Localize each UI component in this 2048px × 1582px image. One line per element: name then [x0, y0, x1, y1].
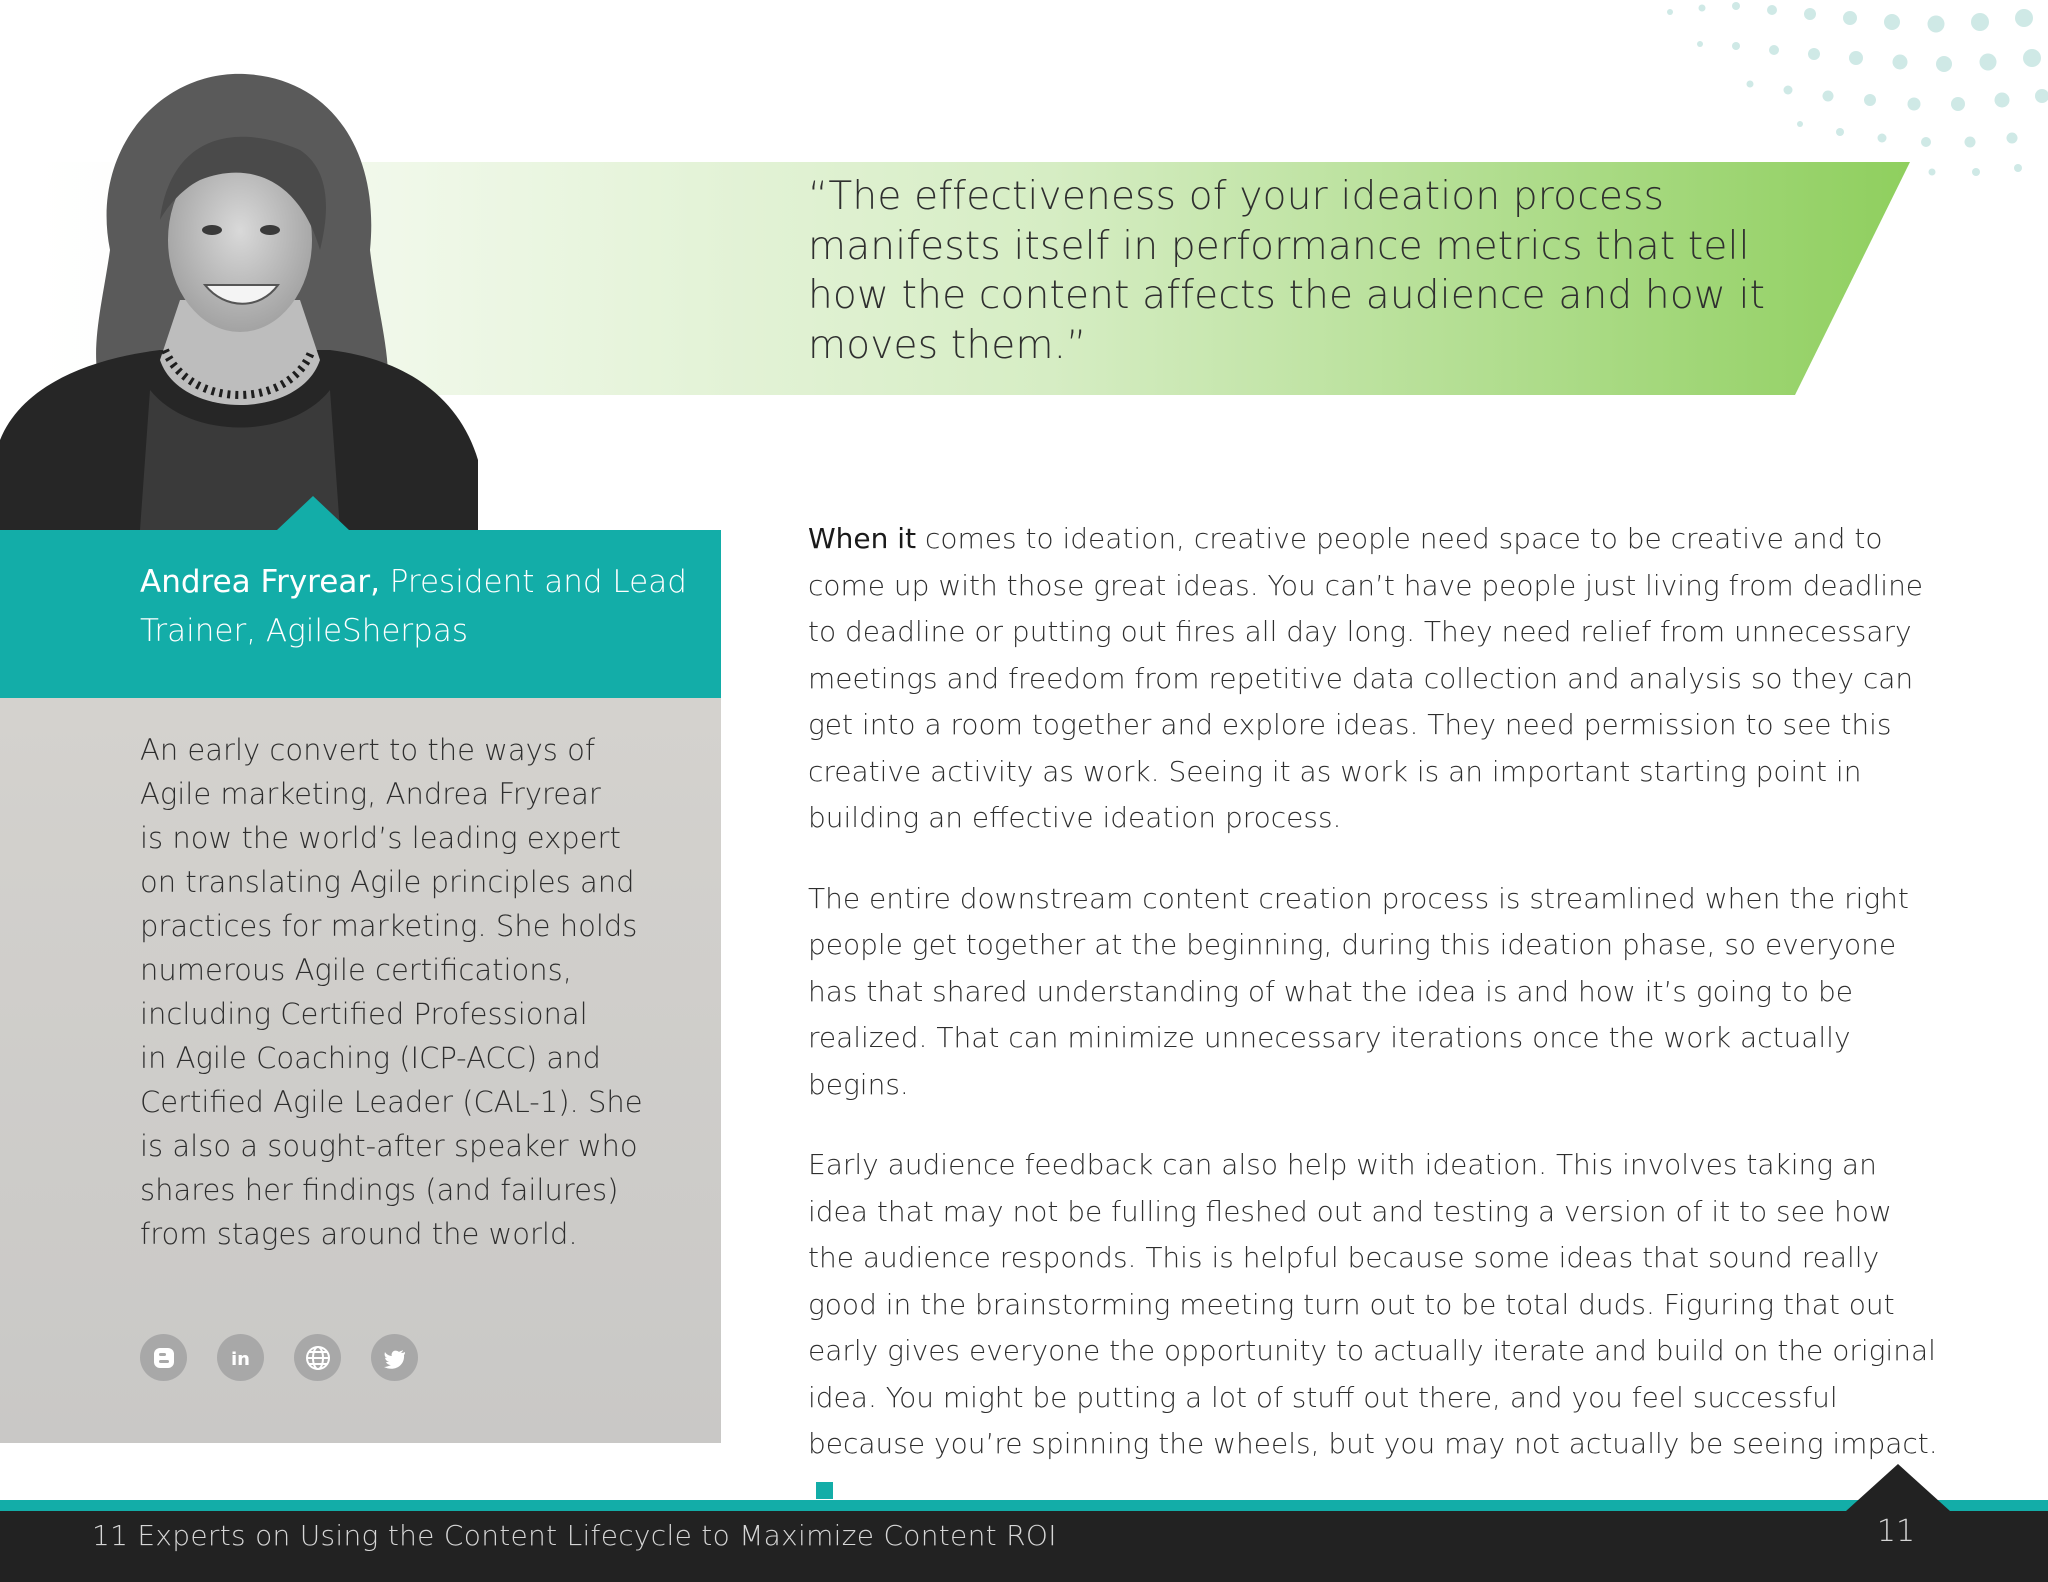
globe-icon[interactable]	[294, 1334, 341, 1381]
social-links	[140, 1334, 418, 1381]
author-name-box	[0, 530, 721, 698]
paragraph-1-text: comes to ideation, creative people need space to be creative and to come up with those great ideas. You can’t have people just living from deadline to deadline or putting out fires all day long. They need relief from unnecessary meetings and freedom from repetitive data collection and analysis so they can get into a room together and explore ideas. They need permission to see this creative activity as work. Seeing it as work is an important starting point in building an effective ideation process.	[808, 522, 1924, 834]
author-portrait	[0, 60, 480, 530]
linkedin-icon[interactable]	[217, 1334, 264, 1381]
page-number: 11	[1876, 1514, 1916, 1549]
twitter-icon[interactable]	[371, 1334, 418, 1381]
pull-quote: “The effectiveness of your ideation process manifests itself in performance metrics that tell how the content affects the audience and how it moves them.”	[808, 174, 1766, 368]
article-body	[808, 516, 1938, 1548]
page-number-tab	[1846, 1464, 1950, 1511]
name-box-pointer	[277, 496, 349, 530]
footer-accent-line	[0, 1500, 2048, 1511]
article-paragraph-2: The entire downstream content creation process is streamlined when the right people get together at the beginning, during this ideation phase, so everyone has that shared understanding of what the idea is and how it’s going to be realized. That can minimize unnecessary iterations once the work actually begins.	[808, 881, 1909, 1101]
footer-document-title: 11 Experts on Using the Content Lifecycle to Maximize Content ROI	[92, 1519, 1057, 1552]
paragraph-3-text: Early audience feedback can also help with ideation. This involves taking an idea that may not be fulling fleshed out and testing a version of it to see how the audience responds. This is helpful because some ideas that sound really good in the brainstorming meeting turn out to be total duds. Figuring that out early gives everyone the opportunity to actually iterate and build on the original idea. You might be putting a lot of stuff out there, and you feel successful because you’re spinning the wheels, but you may not actually be seeing impact.	[808, 1148, 1938, 1460]
blogger-icon[interactable]	[140, 1334, 187, 1381]
article-paragraph-3	[808, 1142, 1938, 1514]
author-name: Andrea Fryrear,	[140, 564, 380, 600]
author-title: President and Lead Trainer, AgileSherpas	[140, 564, 687, 649]
svg-text:in: in	[230, 1348, 250, 1370]
author-bio-box	[0, 698, 721, 1443]
author-bio: An early convert to the ways of Agile marketing, Andrea Fryrear is now the world’s leading expert on translating Agile principles and practices for marketing. She holds numerous Agile certifications, including Certified Professional in Agile Coaching (ICP-ACC) and Certified Agile Leader (CAL-1). She is also a sought-after speaker who shares her findings (and failures) from stages around the world.	[140, 733, 643, 1251]
author-byline	[140, 558, 700, 656]
paragraph-lead-in: When it	[808, 522, 917, 555]
article-paragraph-1	[808, 516, 1938, 842]
dot-pattern-decoration	[1640, 0, 2048, 180]
end-of-article-mark	[816, 1482, 833, 1499]
